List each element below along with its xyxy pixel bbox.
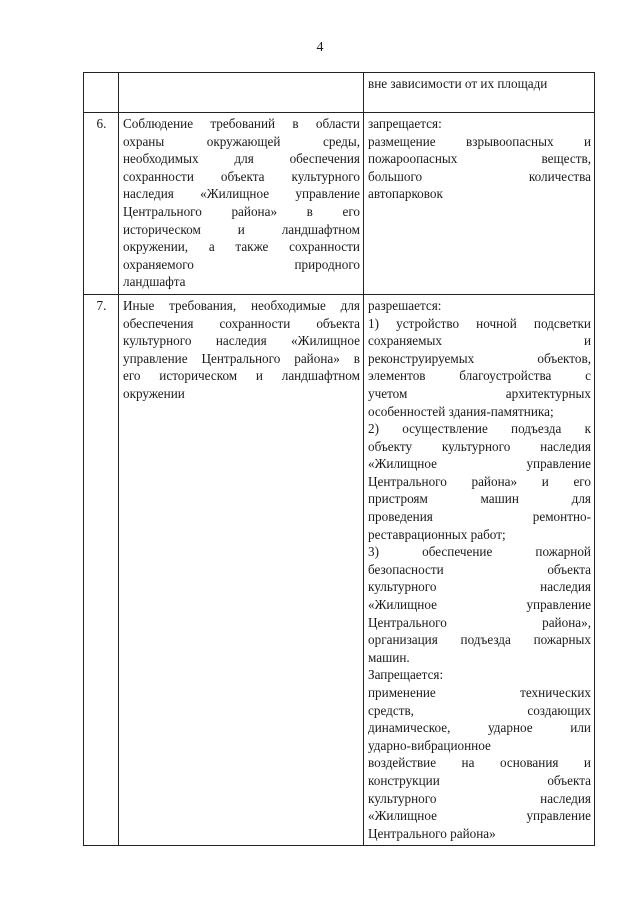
rule-cell [364, 73, 595, 113]
text-line: 3) обеспечение пожарной [368, 544, 591, 560]
requirement-cell [119, 294, 364, 845]
text-line: большого количества [368, 168, 591, 184]
text-line: его историческом и ландшафтном [123, 368, 360, 384]
text-line: наследия «Жилищное управление [123, 186, 360, 202]
text-line: Центрального района» в его [123, 203, 360, 219]
text-line: автопарковок [368, 186, 443, 202]
text-line: вне зависимости от их площади [368, 76, 548, 91]
text-line: элементов благоустройства с [368, 368, 591, 384]
text-line: особенностей здания-памятника; [368, 403, 554, 419]
text-line: 1) устройство ночной подсветки [368, 315, 591, 331]
requirement-cell [119, 73, 364, 113]
text-line: пристроям машин для [368, 491, 591, 507]
text-line: объекту культурного наследия [368, 438, 591, 454]
text-line: обеспечения сохранности объекта [123, 315, 360, 331]
text-line: ландшафта [123, 274, 186, 290]
table-row [84, 294, 595, 845]
text-line: культурного наследия [368, 790, 591, 806]
text-line: размещение взрывоопасных и [368, 133, 591, 149]
text-line: машин. [368, 649, 410, 665]
text-line: воздействие на основания и [368, 755, 591, 771]
text-line: «Жилищное управление [368, 597, 591, 613]
text-line: необходимых для обеспечения [123, 151, 360, 167]
text-line: организация подъезда пожарных [368, 632, 591, 648]
text-line: учетом архитектурных [368, 385, 591, 401]
text-line: пожароопасных веществ, [368, 151, 591, 167]
text-line: проведения ремонтно- [368, 509, 591, 525]
text-line: запрещается: [368, 116, 442, 131]
text-line: охраны окружающей среды, [123, 133, 360, 149]
regulations-table [83, 72, 595, 846]
table-row [84, 73, 595, 113]
text-line: разрешается: [368, 297, 442, 313]
text-line: охраняемого природного [123, 256, 360, 272]
text-line: конструкции объекта [368, 772, 591, 788]
text-line: динамическое, ударное или [368, 720, 591, 736]
text-line: сохраняемых и [368, 333, 591, 349]
row-number-cell: 6. [84, 113, 119, 295]
page-number: 4 [316, 40, 324, 55]
text-line: Соблюдение требований в области [123, 116, 360, 131]
text-line: культурного наследия [368, 579, 591, 595]
text-line: историческом и ландшафтном [123, 221, 360, 237]
requirement-cell [119, 113, 364, 295]
rule-cell [364, 113, 595, 295]
text-line: окружении [123, 385, 185, 401]
text-line: средств, создающих [368, 702, 591, 718]
text-line: реставрационных работ; [368, 526, 506, 542]
row-number-cell: 7. [84, 294, 119, 845]
text-line: Запрещается: [368, 667, 444, 683]
text-line: реконструируемых объектов, [368, 350, 591, 366]
rule-cell [364, 294, 595, 845]
text-line: 2) осуществление подъезда к [368, 421, 591, 437]
text-line: применение технических [368, 685, 591, 700]
text-line: сохранности объекта культурного [123, 168, 360, 184]
text-line: Центрального района», [368, 614, 591, 630]
text-line: «Жилищное управление [368, 808, 591, 824]
text-line: окружении, а также сохранности [123, 239, 360, 255]
text-line: ударно-вибрационное [368, 737, 491, 753]
regulations-table-body [84, 73, 595, 846]
text-line: Центрального района» и его [368, 473, 591, 489]
text-line: Иные требования, необходимые для [123, 297, 360, 313]
text-line: культурного наследия «Жилищное [123, 333, 360, 349]
text-line: управление Центрального района» в [123, 350, 360, 366]
row-number-cell [84, 73, 119, 113]
text-line: безопасности объекта [368, 561, 591, 577]
text-line: «Жилищное управление [368, 456, 591, 472]
text-line: Центрального района» [368, 825, 496, 841]
table-row [84, 113, 595, 295]
